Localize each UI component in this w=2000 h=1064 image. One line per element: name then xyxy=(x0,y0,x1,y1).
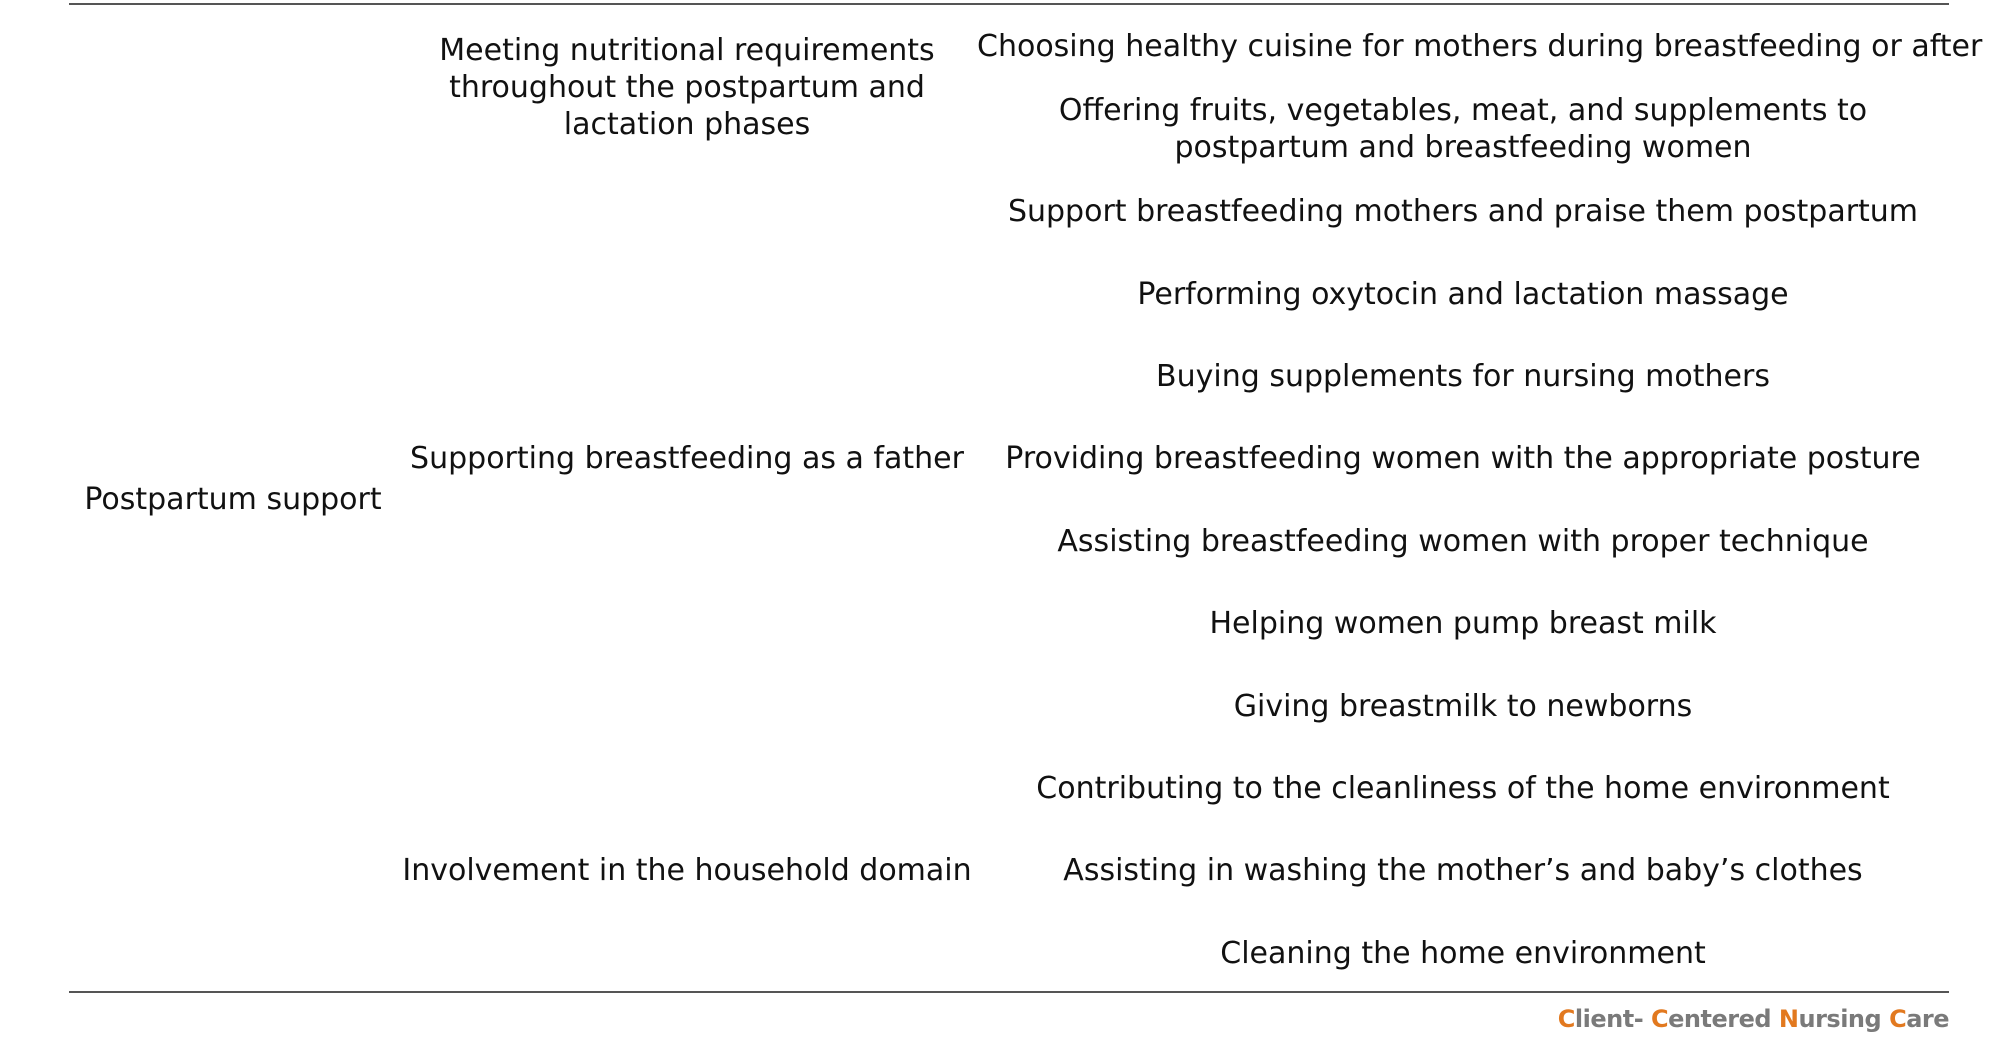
code-item: Performing oxytocin and lactation massage xyxy=(1137,277,1789,312)
code-item: Buying supplements for nursing mothers xyxy=(1156,359,1770,394)
theme-cell: Postpartum support xyxy=(84,482,382,517)
code-item: Choosing healthy cuisine for mothers during breastfeeding or after xyxy=(977,29,1983,64)
code-item: Helping women pump breast milk xyxy=(1209,606,1717,641)
subtheme-household: Involvement in the household domain xyxy=(402,853,972,888)
code-item: Offering fruits, vegetables, meat, and supplements to postpartum and breastfeeding women xyxy=(1058,93,1868,165)
table-bottom-rule xyxy=(69,991,1949,993)
code-item: Giving breastmilk to newborns xyxy=(1233,689,1693,724)
code-item: Providing breastfeeding women with the appropriate posture xyxy=(1005,441,1921,476)
journal-logo: Client- Centered Nursing Care xyxy=(1557,1005,1949,1033)
code-item: Contributing to the cleanliness of the home environment xyxy=(1036,771,1890,806)
subtheme-nutrition: Meeting nutritional requirements throughout the postpartum and lactation phases xyxy=(439,33,935,142)
subtheme-breastfeeding: Supporting breastfeeding as a father xyxy=(410,441,964,476)
code-item: Cleaning the home environment xyxy=(1220,936,1706,971)
table-top-rule xyxy=(69,3,1949,5)
code-item: Support breastfeeding mothers and praise them postpartum xyxy=(1007,194,1919,229)
code-item: Assisting breastfeeding women with proper technique xyxy=(1057,524,1869,559)
code-item: Assisting in washing the mother’s and baby’s clothes xyxy=(1063,853,1863,888)
